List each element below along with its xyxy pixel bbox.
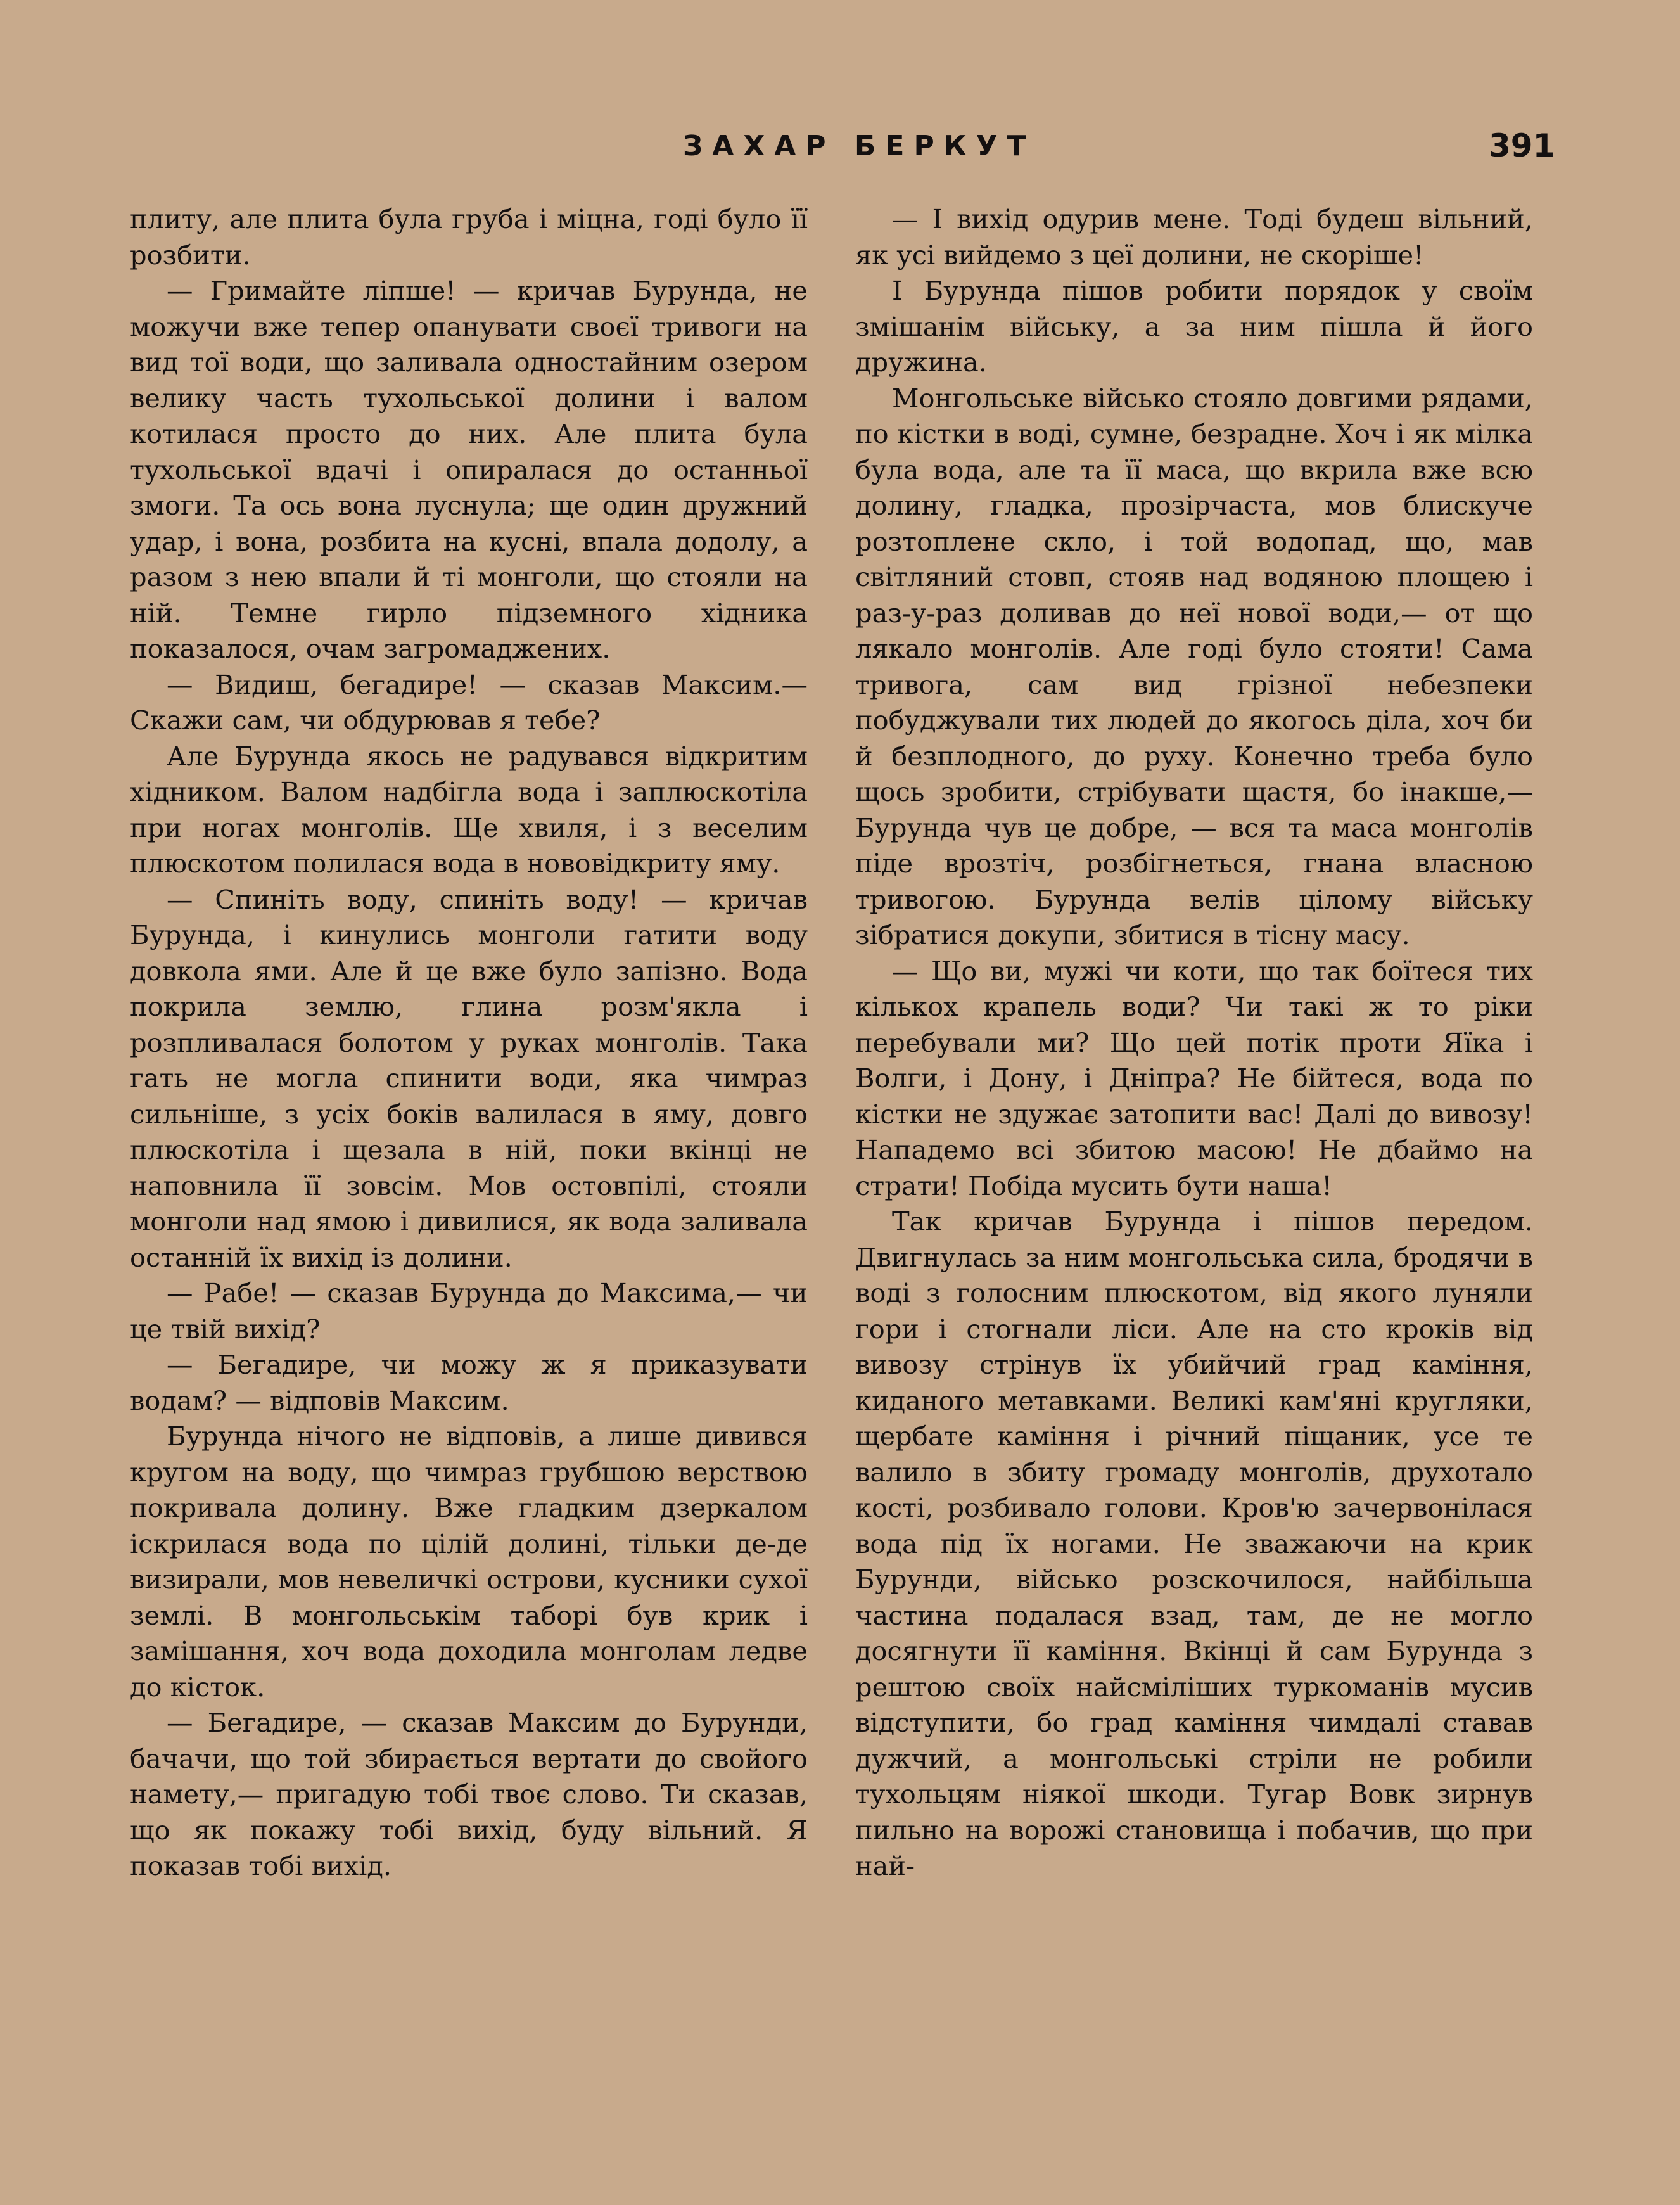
page-number: 391 bbox=[1489, 127, 1555, 164]
paragraph: Монгольське військо стояло довгими рядами, по кістки в воді, сумне, безрадне. Хоч і як мілка була вода, але та її маса, що вкрила вже всю долину, гладка, прозірчаста, мов блискуче розтоплене скло, і той водопад, що, мав світляний стовп, стояв над водяною площею і раз-у-раз доливав до неї нової води,— от що лякало монголів. Але годі було стояти! Сама тривога, сам вид грізної небезпеки побуджували тих людей до якогось діла, хоч би й безплодного, до руху. Конечно треба було щось зробити, стрібувати щастя, бо інакше,— Бурунда чув це добре, — вся та маса монголів піде врозтіч, розбігнеться, гнана власною тривогою. Бурунда велів цілому війську зібратися докупи, збитися в тісну масу. bbox=[855, 382, 1533, 950]
paragraph: — Спиніть воду, спиніть воду! — кричав Бурунда, і кинулись монголи гатити воду довкола ями. Але й це вже було запізно. Вода покрила землю, глина розм'якла і розпливалася болотом у руках монголів. Така гать не могла спинити води, яка чимраз сильніше, з усіх боків валилася в яму, довго плюскотіла і щезала в ній, поки вкінці не наповнила її зовсім. Мов остовпілі, стояли монголи над ямою і дивилися, як вода заливала останній їх вихід із долини. bbox=[130, 883, 808, 1273]
paragraph: Бурунда нічого не відповів, а лише дивився кругом на воду, що чимраз грубшою верствою покривала долину. Вже гладким дзеркалом іскрилася вода по цілій долині, тільки де-де визирали, мов невеличкі острови, кусники сухої землі. В монгольськім таборі був крик і замішання, хоч вода доходила монголам ледве до кісток. bbox=[130, 1421, 808, 1703]
left-column bbox=[130, 201, 808, 1884]
paragraph: — Що ви, мужі чи коти, що так боїтеся тих кількох крапель води? Чи такі ж то ріки перебували ми? Що цей потік проти Яїка і Волги, і Дону, і Дніпра? Не бійтеся, вода по кістки не здужає затопити вас! Далі до вивозу! Нападемо всі збитою масою! Не дбаймо на страти! Побіда мусить бути наша! bbox=[855, 955, 1533, 1201]
paragraph: — Рабе! — сказав Бурунда до Максима,— чи це твій вихід? bbox=[130, 1277, 808, 1345]
paragraph: Але Бурунда якось не радувався відкритим хідником. Валом надбігла вода і заплюскотіла при ногах монголів. Ще хвиля, і з веселим плюскотом полилася вода в нововідкриту яму. bbox=[130, 740, 808, 879]
paragraph: — І вихід одурив мене. Тоді будеш вільний, як усі вийдемо з цеї долини, не скоріше! bbox=[855, 203, 1533, 271]
paragraph: плиту, але плита була груба і міцна, годі було її розбити. bbox=[130, 203, 808, 271]
paragraph: Так кричав Бурунда і пішов передом. Двигнулась за ним монгольська сила, бродячи в воді з голосним плюскотом, від якого луняли гори і стогнали ліси. Але на сто кроків від вивозу стрінув їх убийчий град каміння, киданого метавками. Великі кам'яні кругляки, щербате каміння і річний піщаник, усе те валило в збиту громаду монголів, друхотало кості, розбивало голови. Кров'ю зачервонілася вода під їх ногами. Не зважаючи на крик Бурунди, військо розскочилося, найбільша частина подалася взад, там, де не могло досягнути її каміння. Вкінці й сам Бурунда з рештою своїх найсміліших туркоманів мусив відступити, бо град каміння чимдалі ставав дужчий, а монгольські стріли не робили тухольцям ніякої шкоди. Тугар Вовк зирнув пильно на ворожі становища і побачив, що при най- bbox=[855, 1206, 1533, 1881]
paragraph: — Видиш, бегадире! — сказав Максим.— Скажи сам, чи обдурював я тебе? bbox=[130, 668, 808, 736]
right-column bbox=[855, 201, 1533, 1884]
paragraph: І Бурунда пішов робити порядок у своїм змішанім війську, а за ним пішла й його дружина. bbox=[855, 275, 1533, 378]
paragraph: — Бегадире, чи можу ж я приказувати водам? — відповів Максим. bbox=[130, 1349, 808, 1416]
paragraph: — Бегадире, — сказав Максим до Бурунди, бачачи, що той збирається вертати до свойого намету,— пригадую тобі твоє слово. Ти сказав, що як покажу тобі вихід, буду вільний. Я показав тобі вихід. bbox=[130, 1707, 808, 1881]
running-title: ЗАХАР БЕРКУТ bbox=[683, 130, 1036, 162]
paragraph: — Гримайте ліпше! — кричав Бурунда, не можучи вже тепер опанувати своєї тривоги на вид тої води, що заливала одностайним озером велику часть тухольської долини і валом котилася просто до них. Але плита була тухольської вдачі і опиралася до останньої змоги. Та ось вона луснула; ще один дружний удар, і вона, розбита на кусні, впала додолу, а разом з нею впали й ті монголи, що стояли на ній. Темне гирло підземного хідника показалося, очам загромаджених. bbox=[130, 275, 808, 664]
running-head bbox=[0, 127, 1680, 168]
